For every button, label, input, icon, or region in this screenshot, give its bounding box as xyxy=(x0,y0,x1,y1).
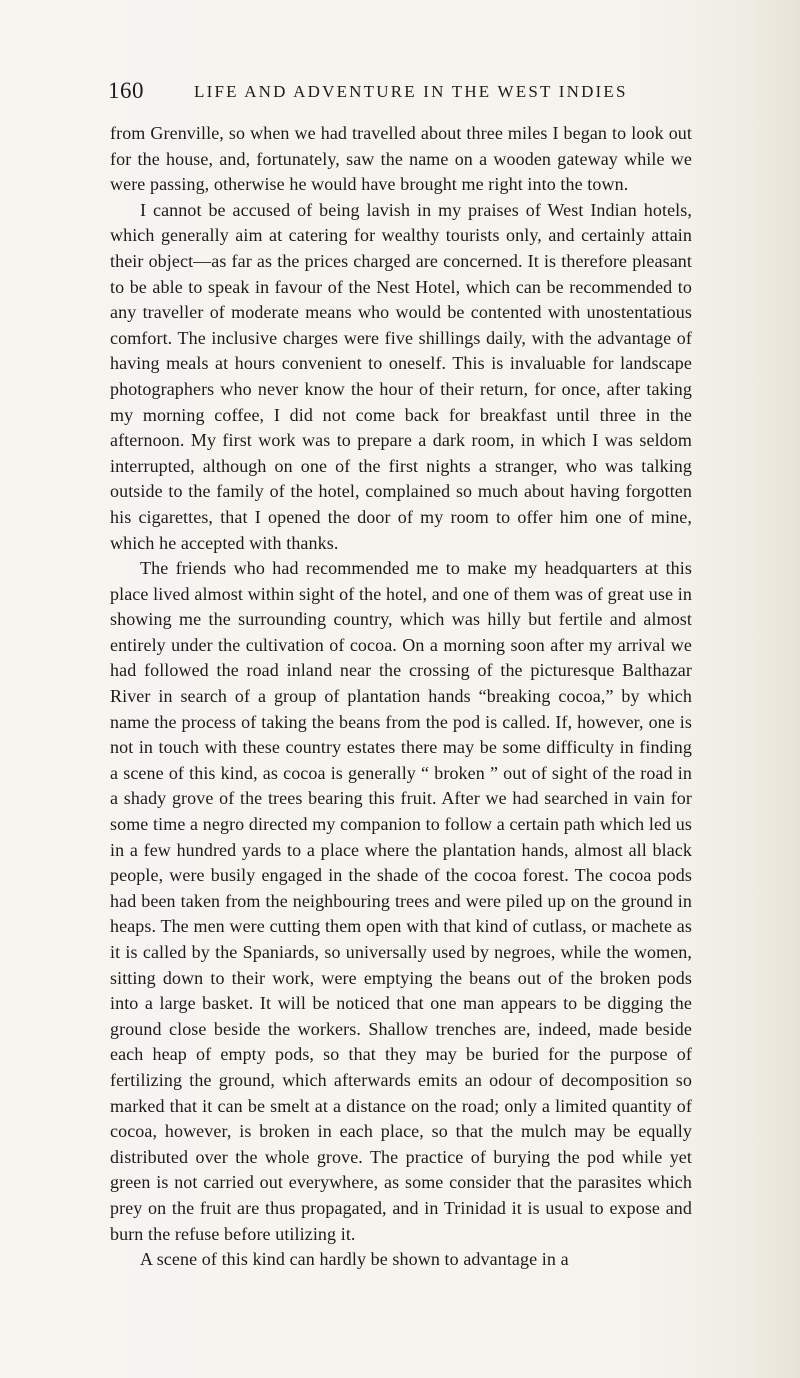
paragraph-hotels: I cannot be accused of being lavish in my praises of West Indian hotels, which generally aim at catering for wealthy tourists only, and certainly attain their object—as far as the prices charged are concerned. It is therefore pleasant to be able to speak in favour of the Nest Hotel, which can be recommended to any traveller of moderate means who would be contented with unostentatious comfort. The inclusive charges were five shillings daily, with the advantage of having meals at hours convenient to oneself. This is invaluable for landscape photographers who never know the hour of their return, for once, after taking my morning coffee, I did not come back for breakfast until three in the afternoon. My first work was to prepare a dark room, in which I was seldom interrupted, although on one of the first nights a stranger, who was talking outside to the family of the hotel, complained so much about having forgotten his cigarettes, that I opened the door of my room to offer him one of mine, which he accepted with thanks. xyxy=(110,199,692,553)
paragraph-breaking-cocoa: The friends who had recommended me to make my headquarters at this place lived almost within sight of the hotel, and one of them was of great use in showing me the surrounding country, which was hilly but fertile and almost entirely under the cultivation of cocoa. On a morning soon after my arrival we had followed the road inland near the crossing of the picturesque Balthazar River in search of a group of plantation hands “breaking cocoa,” by which name the process of taking the beans from the pod is called. If, however, one is not in touch with these country estates there may be some difficulty in finding a scene of this kind, as cocoa is generally “ broken ” out of sight of the road in a shady grove of the trees bearing this fruit. After we had searched in vain for some time a negro directed my companion to follow a certain path which led us in a few hundred yards to a place where the plantation hands, almost all black people, were busily engaged in the shade of the cocoa forest. The cocoa pods had been taken from the neighbouring trees and were piled up on the ground in heaps. The men were cutting them open with that kind of cutlass, or machete as it is called by the Spaniards, so universally used by negroes, while the women, sitting down to their work, were emptying the beans out of the broken pods into a large basket. It will be noticed that one man appears to be digging the ground close beside the workers. Shallow trenches are, indeed, made beside each heap of empty pods, so that they may be buried for the purpose of fertilizing the ground, which afterwards emits an odour of decomposition so marked that it can be smelt at a distance on the road; only a limited quantity of cocoa, however, is broken in each place, so that the mulch may be equally distributed over the whole grove. The practice of burying the pod while yet green is not carried out everywhere, as some consider that the parasites which prey on the fruit are thus propagated, and in Trinidad it is usual to expose and burn the refuse before utilizing it. xyxy=(110,558,692,1244)
page-header xyxy=(108,78,708,108)
paragraph-final-line: A scene of this kind can hardly be shown to advantage in a xyxy=(140,1249,569,1270)
body-text xyxy=(110,121,692,1273)
page-number: 160 xyxy=(108,78,144,103)
running-head: LIFE AND ADVENTURE IN THE WEST INDIES xyxy=(194,82,628,101)
paragraph-continuation: from Grenville, so when we had travelled about three miles I began to look out for the house, and, fortunately, saw the name on a wooden gateway while we were passing, otherwise he would have brought me right into the town. xyxy=(110,123,692,195)
